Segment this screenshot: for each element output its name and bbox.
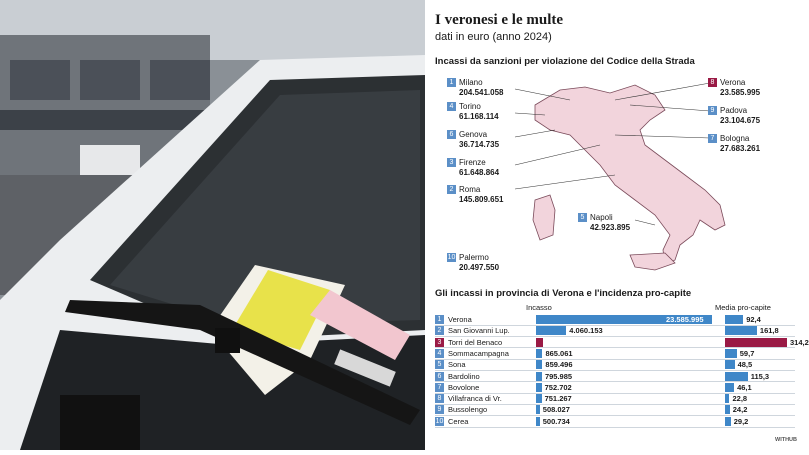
municipality-name: Sommacampagna — [448, 348, 509, 358]
incasso-value: 500.734 — [542, 416, 570, 426]
media-value: 115,3 — [750, 371, 770, 381]
table-section-title: Gli incassi in provincia di Verona e l'incidenza pro-capite — [435, 288, 692, 299]
table-row — [435, 348, 795, 359]
incasso-value: 859.496 — [545, 360, 573, 370]
municipality-name: San Giovanni Lup. — [448, 326, 510, 336]
map-label-palermo: 10 Palermo 20.497.550 — [447, 253, 500, 272]
media-bar — [725, 326, 757, 335]
media-bar — [725, 349, 737, 358]
incasso-value: 508.027 — [542, 405, 570, 415]
table-row — [435, 314, 795, 325]
media-bar — [725, 383, 734, 392]
map-label-milano — [447, 78, 504, 97]
infographic-panel — [425, 0, 809, 450]
incasso-bar — [536, 360, 542, 369]
incasso-value: 752.702 — [544, 382, 572, 392]
map-section-title: Incassi da sanzioni per violazione del Codice della Strada — [435, 56, 695, 67]
table-row — [435, 393, 795, 404]
incasso-bar — [536, 417, 540, 426]
incasso-bar — [536, 326, 566, 335]
media-value: 22,8 — [732, 394, 748, 404]
incasso-value: 4.060.153 — [569, 326, 603, 336]
incasso-value: 23.585.995 — [666, 315, 704, 324]
incasso-value: 751.267 — [544, 394, 572, 404]
credit: WITHUB — [775, 437, 797, 443]
table-row — [435, 325, 795, 336]
media-value: 48,5 — [737, 360, 753, 370]
media-value: 314,2 — [790, 337, 809, 347]
table-row — [435, 337, 809, 348]
rank-badge: 3 — [435, 338, 444, 347]
media-value: 29,2 — [733, 416, 749, 426]
rank-badge: 7 — [435, 383, 444, 392]
rank-badge: 1 — [435, 315, 444, 324]
media-bar — [725, 417, 731, 426]
map-label-genova: 6 Genova 36.714.735 — [447, 130, 499, 149]
incasso-header: Incasso — [526, 303, 552, 312]
rank-badge: 8 — [435, 394, 444, 403]
media-bar — [725, 360, 735, 369]
media-bar — [725, 338, 787, 347]
media-value: 24,2 — [732, 405, 748, 415]
municipality-name: Bussolengo — [448, 405, 488, 415]
municipality-name: Villafranca di Vr. — [448, 394, 502, 404]
map-label-firenze: 3 Firenze 61.648.864 — [447, 158, 499, 177]
incasso-value: 865.061 — [545, 348, 573, 358]
rank-badge: 6 — [435, 372, 444, 381]
table-row — [435, 404, 795, 415]
incasso-value: 795.985 — [544, 371, 573, 381]
table-row — [435, 416, 795, 427]
incasso-bar — [536, 349, 542, 358]
municipality-name: Verona — [448, 315, 472, 324]
media-bar — [725, 315, 743, 324]
rank-badge: 1 — [447, 78, 456, 87]
rank-badge: 2 — [435, 326, 444, 335]
incasso-bar — [536, 383, 542, 392]
media-bar — [725, 372, 748, 381]
media-value: 59,7 — [739, 348, 755, 358]
municipality-name: Bovolone — [448, 382, 480, 392]
incasso-bar — [536, 394, 542, 403]
infographic-title: I veronesi e le multe — [435, 12, 564, 28]
media-value: 46,1 — [737, 382, 752, 392]
table-row — [435, 371, 795, 382]
city-value: 204.541.058 — [459, 87, 504, 97]
infographic-subtitle: dati in euro (anno 2024) — [435, 31, 552, 43]
map-label-napoli: 5 Napoli 42.923.895 — [578, 213, 630, 232]
municipality-name: Torri del Benaco — [448, 337, 503, 347]
row-divider — [435, 427, 795, 428]
map-label-roma: 2 Roma 145.809.651 — [447, 185, 504, 204]
map-label-padova: 9 Padova 23.104.675 — [708, 106, 760, 125]
incasso-bar — [536, 372, 542, 381]
rank-badge: 10 — [435, 417, 444, 425]
municipality-name: Bardolino — [448, 371, 480, 381]
media-value: 92,4 — [746, 315, 761, 324]
media-bar — [725, 405, 730, 414]
rank-badge: 9 — [435, 405, 444, 414]
incasso-bar — [536, 405, 540, 414]
incasso-bar — [536, 338, 543, 347]
incasso-value: 907.228 — [544, 337, 572, 347]
map-label-verona: 8 Verona 23.585.995 — [708, 78, 760, 97]
municipality-name: Cerea — [448, 416, 469, 426]
rank-badge: 4 — [435, 349, 444, 358]
map-label-torino: 4 Torino 61.168.114 — [447, 102, 499, 121]
media-bar — [725, 394, 729, 403]
rank-badge: 5 — [435, 360, 444, 369]
map-label-bologna: 7 Bologna 27.683.261 — [708, 134, 760, 153]
media-value: 161,8 — [759, 326, 779, 336]
city-name: Milano — [459, 78, 483, 87]
table-row — [435, 359, 795, 370]
municipality-name: Sona — [448, 360, 466, 370]
table-row — [435, 382, 795, 393]
media-header: Media pro-capite — [715, 303, 771, 312]
